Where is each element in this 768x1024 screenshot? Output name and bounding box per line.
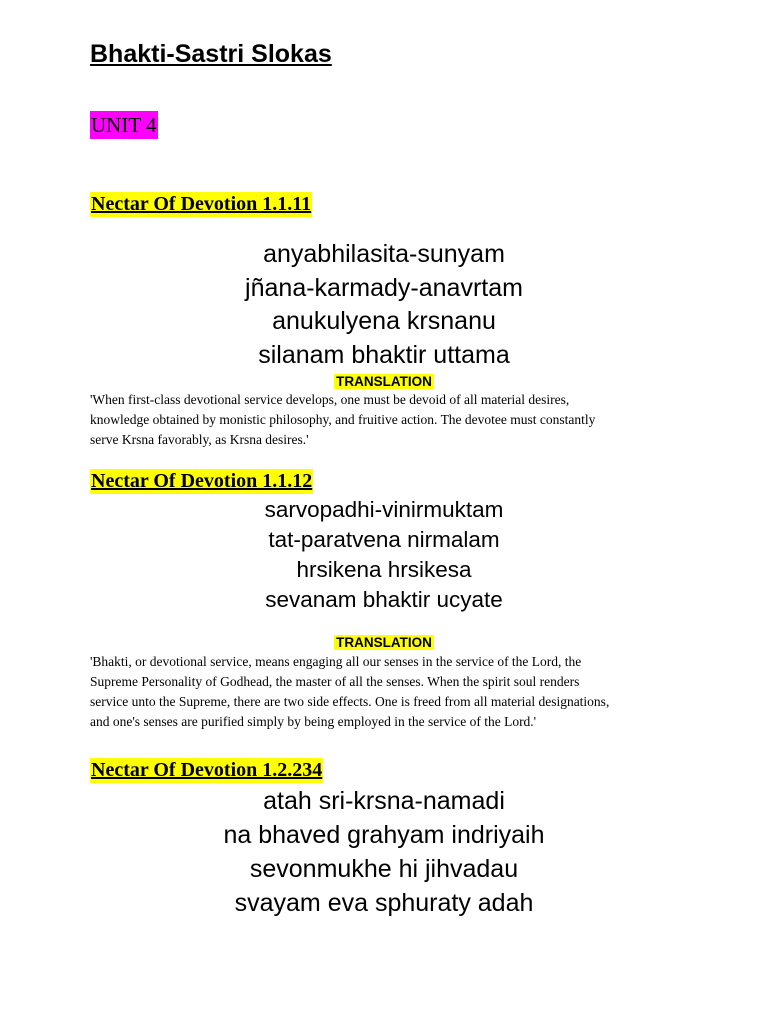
translation-label-text: TRANSLATION: [336, 635, 432, 650]
verse-line: hrsikena hrsikesa: [296, 557, 472, 582]
verse-line: sarvopadhi-vinirmuktam: [264, 497, 504, 522]
translation-line: knowledge obtained by monistic philosophy, and fruitive action. The devotee must constantly: [90, 412, 596, 427]
verse-line: sevanam bhaktir ucyate: [265, 587, 503, 612]
translation-line: serve Krsna favorably, as Krsna desires.': [90, 432, 309, 447]
section-heading: Nectar Of Devotion 1.2.234: [91, 759, 323, 781]
section-heading: Nectar Of Devotion 1.1.12: [91, 470, 313, 492]
translation-label: [0, 373, 768, 390]
verse-line: na bhaved grahyam indriyaih: [223, 821, 545, 849]
verse-line: anyabhilasita-sunyam: [263, 240, 505, 268]
translation-line: service unto the Supreme, there are two side effects. One is freed from all material designations,: [90, 694, 610, 709]
unit-label: UNIT 4: [91, 113, 157, 137]
translation-line: 'Bhakti, or devotional service, means engaging all our senses in the service of the Lord, the: [90, 654, 582, 669]
verse-line: sevonmukhe hi jihvadau: [249, 855, 519, 883]
translation-line: and one's senses are purified simply by being employed in the service of the Lord.': [90, 714, 537, 729]
sloka-verse: [0, 238, 768, 372]
document-title: Bhakti-Sastri Slokas: [90, 40, 332, 68]
verse-line: svayam eva sphuraty adah: [234, 889, 534, 917]
sloka-verse: [0, 495, 768, 615]
translation-text: [90, 652, 690, 732]
translation-line: Supreme Personality of Godhead, the master of all the senses. When the spirit soul renders: [90, 674, 580, 689]
verse-line: atah sri-krsna-namadi: [263, 787, 505, 815]
section-heading: Nectar Of Devotion 1.1.11: [91, 193, 312, 215]
translation-label-text: TRANSLATION: [336, 374, 432, 389]
verse-line: tat-paratvena nirmalam: [268, 527, 500, 552]
translation-label: [0, 634, 768, 651]
verse-line: jñana-karmady-anavrtam: [245, 273, 523, 302]
sloka-verse: [0, 784, 768, 920]
translation-text: [90, 390, 690, 450]
verse-line: anukulyena krsnanu: [272, 307, 496, 335]
verse-line: silanam bhaktir uttama: [258, 340, 510, 369]
translation-line: 'When first-class devotional service develops, one must be devoid of all material desires,: [90, 392, 570, 407]
